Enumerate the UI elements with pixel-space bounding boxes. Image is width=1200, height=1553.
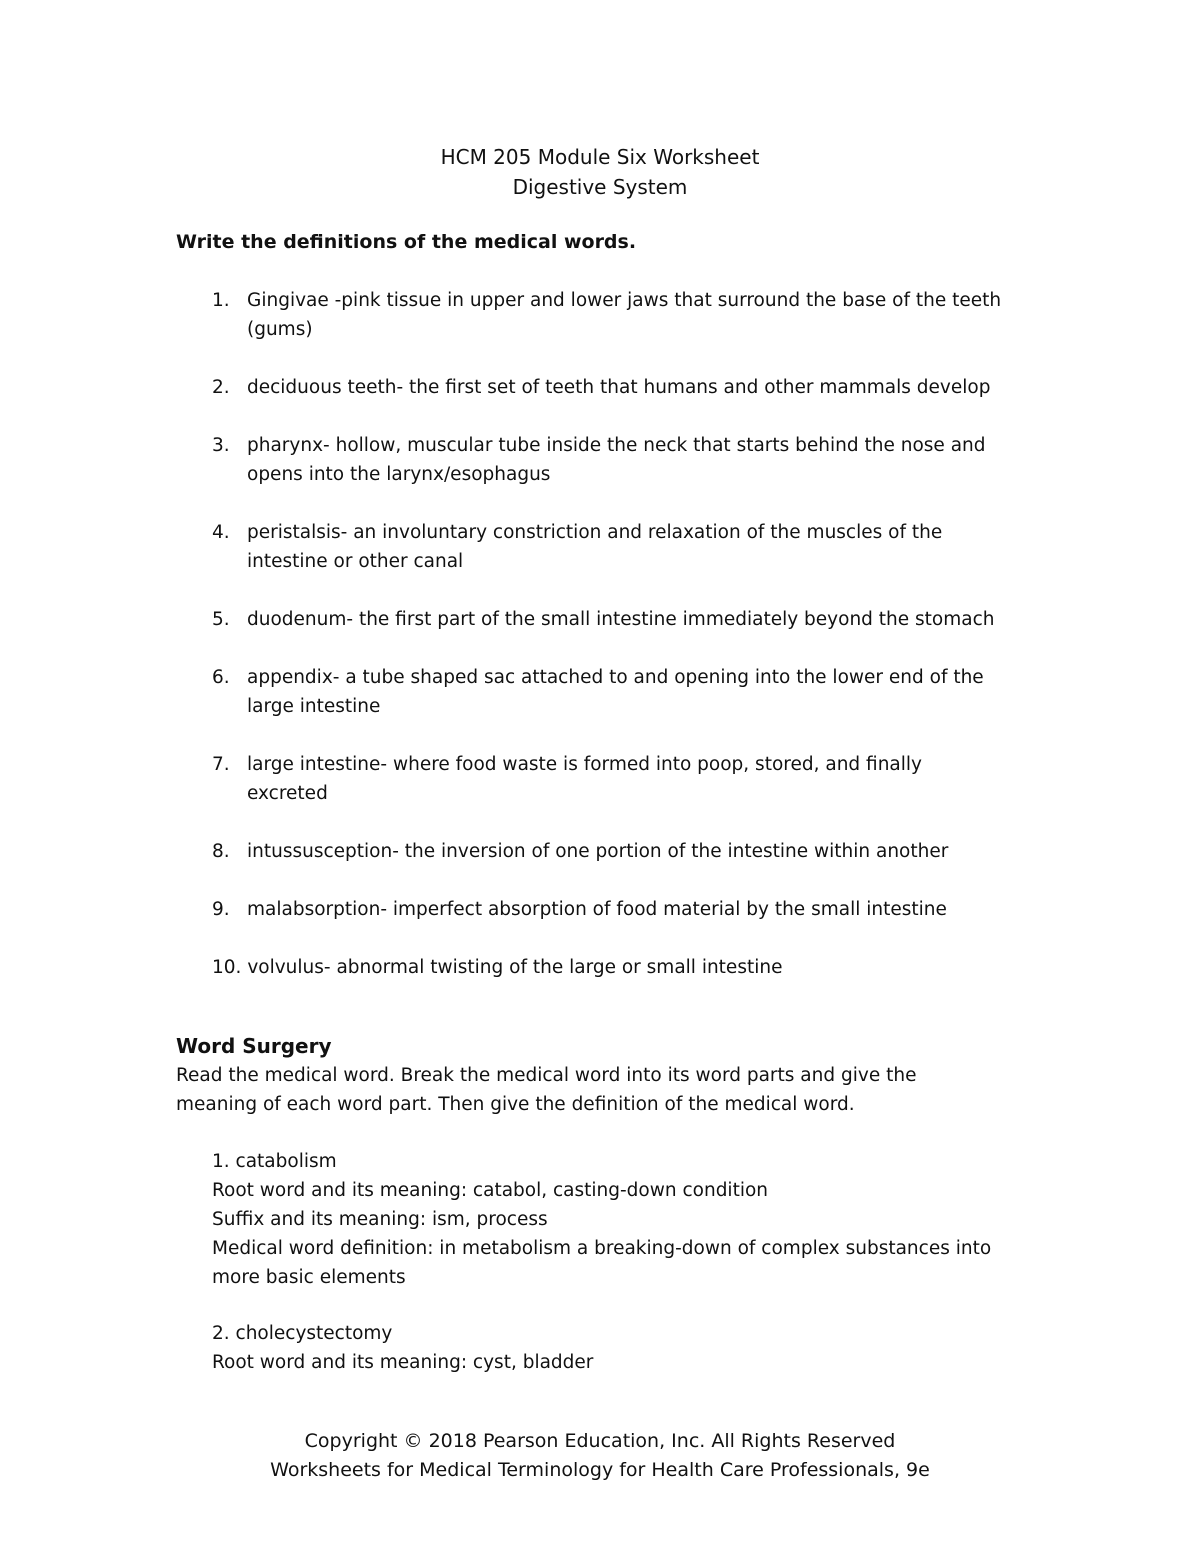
definition-item — [176, 286, 1036, 344]
entry-root: Root word and its meaning: cyst, bladder — [212, 1352, 594, 1373]
definition-number: 6. — [212, 667, 230, 688]
definition-item — [176, 373, 1036, 402]
entry-definition: Medical word definition: in metabolism a breaking-down of complex substances into — [212, 1238, 992, 1259]
entry-word: 2. cholecystectomy — [212, 1323, 393, 1344]
page-footer — [0, 1427, 1200, 1485]
definition-number: 3. — [212, 435, 230, 456]
entry-suffix: Suffix and its meaning: ism, process — [212, 1209, 548, 1230]
definition-item — [176, 953, 1036, 982]
definition-line: excreted — [247, 783, 328, 804]
definition-item — [176, 518, 1036, 576]
worksheet-subtitle: Digestive System — [512, 175, 688, 199]
definition-item — [176, 895, 1036, 924]
definition-line: appendix- a tube shaped sac attached to and opening into the lower end of the — [247, 667, 984, 688]
instruction-line: Read the medical word. Break the medical word into its word parts and give the — [176, 1065, 917, 1086]
definition-line: Gingivae -pink tissue in upper and lower jaws that surround the base of the teeth — [247, 290, 1002, 311]
definition-number: 7. — [212, 754, 230, 775]
definitions-list — [176, 286, 1036, 982]
entry-definition: more basic elements — [212, 1267, 406, 1288]
word-surgery-entry — [212, 1147, 1042, 1292]
word-surgery-entry — [212, 1319, 1042, 1377]
definition-line: large intestine- where food waste is formed into poop, stored, and finally — [247, 754, 922, 775]
worksheet-title: HCM 205 Module Six Worksheet — [440, 145, 760, 169]
definition-number: 9. — [212, 899, 230, 920]
copyright-text: Copyright © 2018 Pearson Education, Inc. All Rights Reserved — [304, 1430, 896, 1452]
definition-item — [176, 837, 1036, 866]
definition-item — [176, 431, 1036, 489]
definition-line: intestine or other canal — [247, 551, 464, 572]
definition-number: 10. — [212, 957, 242, 978]
definition-line: deciduous teeth- the first set of teeth that humans and other mammals develop — [247, 377, 991, 398]
definition-line: large intestine — [247, 696, 381, 717]
definition-line: malabsorption- imperfect absorption of food material by the small intestine — [247, 899, 947, 920]
entry-root: Root word and its meaning: catabol, casting-down condition — [212, 1180, 769, 1201]
definition-number: 2. — [212, 377, 230, 398]
definition-item — [176, 750, 1036, 808]
instruction-line: meaning of each word part. Then give the definition of the medical word. — [176, 1094, 855, 1115]
entry-word: 1. catabolism — [212, 1151, 337, 1172]
definition-item — [176, 605, 1036, 634]
definition-line: volvulus- abnormal twisting of the large or small intestine — [247, 957, 783, 978]
definition-number: 4. — [212, 522, 230, 543]
definition-number: 8. — [212, 841, 230, 862]
definition-line: duodenum- the first part of the small intestine immediately beyond the stomach — [247, 609, 995, 630]
word-surgery-instructions — [176, 1061, 976, 1119]
definition-number: 5. — [212, 609, 230, 630]
definition-number: 1. — [212, 290, 230, 311]
definition-line: pharynx- hollow, muscular tube inside the neck that starts behind the nose and — [247, 435, 986, 456]
page-title — [0, 142, 1200, 202]
definitions-instructions: Write the definitions of the medical words. — [176, 231, 637, 253]
book-title-text: Worksheets for Medical Terminology for Health Care Professionals, 9e — [270, 1459, 930, 1481]
definition-line: opens into the larynx/esophagus — [247, 464, 551, 485]
definition-line: (gums) — [247, 319, 313, 340]
word-surgery-heading: Word Surgery — [176, 1034, 332, 1058]
definition-line: peristalsis- an involuntary constriction and relaxation of the muscles of the — [247, 522, 943, 543]
definition-item — [176, 663, 1036, 721]
definition-line: intussusception- the inversion of one portion of the intestine within another — [247, 841, 949, 862]
